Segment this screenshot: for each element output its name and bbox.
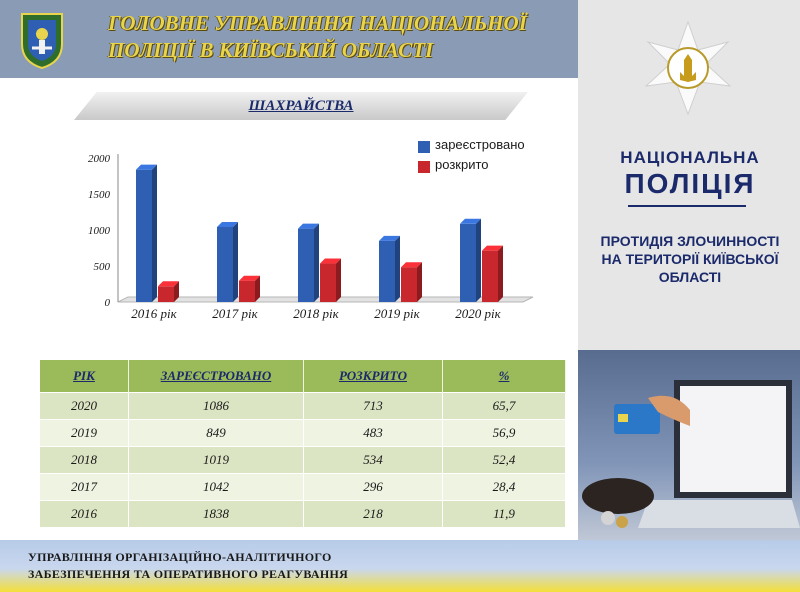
table-header-year: РІК bbox=[40, 360, 129, 393]
table-cell: 2018 bbox=[40, 447, 129, 474]
table-cell: 52,4 bbox=[443, 447, 566, 474]
police-subtitle: ПРОТИДІЯ ЗЛОЧИННОСТІ НА ТЕРИТОРІЇ КИЇВСЬКОЇ ОБЛАСТІ bbox=[600, 233, 780, 285]
table-cell: 56,9 bbox=[443, 420, 566, 447]
table-row bbox=[40, 447, 566, 474]
bar-solved bbox=[239, 276, 260, 302]
legend-label-registered: зареєстровано bbox=[435, 137, 525, 152]
table-cell: 1086 bbox=[129, 393, 304, 420]
footer-text bbox=[28, 549, 448, 583]
table-cell: 1838 bbox=[129, 501, 304, 528]
table-row bbox=[40, 393, 566, 420]
table-row bbox=[40, 501, 566, 528]
table-cell: 2016 bbox=[40, 501, 129, 528]
table-cell: 483 bbox=[304, 420, 443, 447]
table-row bbox=[40, 474, 566, 501]
table-cell: 28,4 bbox=[443, 474, 566, 501]
table-cell: 65,7 bbox=[443, 393, 566, 420]
kyiv-oblast-coat-of-arms-icon bbox=[18, 10, 66, 70]
table-cell: 713 bbox=[304, 393, 443, 420]
y-tick-label: 2000 bbox=[88, 153, 110, 165]
table-cell: 2017 bbox=[40, 474, 129, 501]
x-tick-label: 2017 рік bbox=[212, 306, 258, 321]
table-cell: 11,9 bbox=[443, 501, 566, 528]
table-cell: 218 bbox=[304, 501, 443, 528]
bar-registered bbox=[460, 219, 481, 302]
table-cell: 2020 bbox=[40, 393, 129, 420]
x-tick-label: 2016 рік bbox=[131, 306, 177, 321]
bar-solved bbox=[401, 262, 422, 302]
x-tick-label: 2018 рік bbox=[293, 306, 339, 321]
bar-registered bbox=[217, 222, 238, 302]
table-cell: 849 bbox=[129, 420, 304, 447]
statistics-table bbox=[40, 360, 566, 527]
header-banner bbox=[0, 0, 578, 78]
legend-swatch-registered bbox=[418, 141, 430, 153]
table-cell: 1042 bbox=[129, 474, 304, 501]
table-header-registered: ЗАРЕЄСТРОВАНО bbox=[129, 360, 304, 393]
footer-line2: ЗАБЕЗПЕЧЕННЯ ТА ОПЕРАТИВНОГО РЕАГУВАННЯ bbox=[28, 567, 349, 581]
y-tick-label: 1500 bbox=[88, 189, 110, 201]
police-title-line2: ПОЛІЦІЯ bbox=[624, 168, 756, 199]
x-tick-label: 2020 рік bbox=[455, 306, 501, 321]
table-header-percent: % bbox=[443, 360, 566, 393]
police-divider bbox=[628, 205, 746, 207]
bar-registered bbox=[136, 165, 157, 302]
police-title-line1: НАЦІОНАЛЬНА bbox=[620, 148, 760, 167]
table-cell: 2019 bbox=[40, 420, 129, 447]
national-police-star-icon bbox=[640, 20, 736, 116]
table-cell: 296 bbox=[304, 474, 443, 501]
y-tick-label: 0 bbox=[104, 297, 110, 309]
table-header-solved: РОЗКРИТО bbox=[304, 360, 443, 393]
fraud-illustration bbox=[578, 350, 800, 540]
legend-swatch-solved bbox=[418, 161, 430, 173]
laptop-card-illustration-icon bbox=[578, 350, 800, 540]
table-header-row bbox=[40, 360, 566, 393]
legend-label-solved: розкрито bbox=[435, 157, 489, 172]
bar-registered bbox=[298, 224, 319, 302]
x-tick-label: 2019 рік bbox=[374, 306, 420, 321]
table-row bbox=[40, 420, 566, 447]
bar-solved bbox=[320, 259, 341, 302]
y-tick-label: 500 bbox=[93, 261, 110, 273]
bar-solved bbox=[482, 246, 503, 302]
table-cell: 1019 bbox=[129, 447, 304, 474]
table-cell: 534 bbox=[304, 447, 443, 474]
bar-solved bbox=[158, 281, 179, 302]
chart-title: ШАХРАЙСТВА bbox=[248, 98, 354, 114]
y-tick-label: 1000 bbox=[88, 225, 110, 237]
police-title bbox=[592, 148, 788, 200]
header-title: ГОЛОВНЕ УПРАВЛІННЯ НАЦІОНАЛЬНОЇ ПОЛІЦІЇ В КИЇВСЬКІЙ ОБЛАСТІ bbox=[108, 11, 527, 62]
bar-registered bbox=[379, 236, 400, 302]
footer-line1: УПРАВЛІННЯ ОРГАНІЗАЦІЙНО-АНАЛІТИЧНОГО bbox=[28, 550, 332, 564]
